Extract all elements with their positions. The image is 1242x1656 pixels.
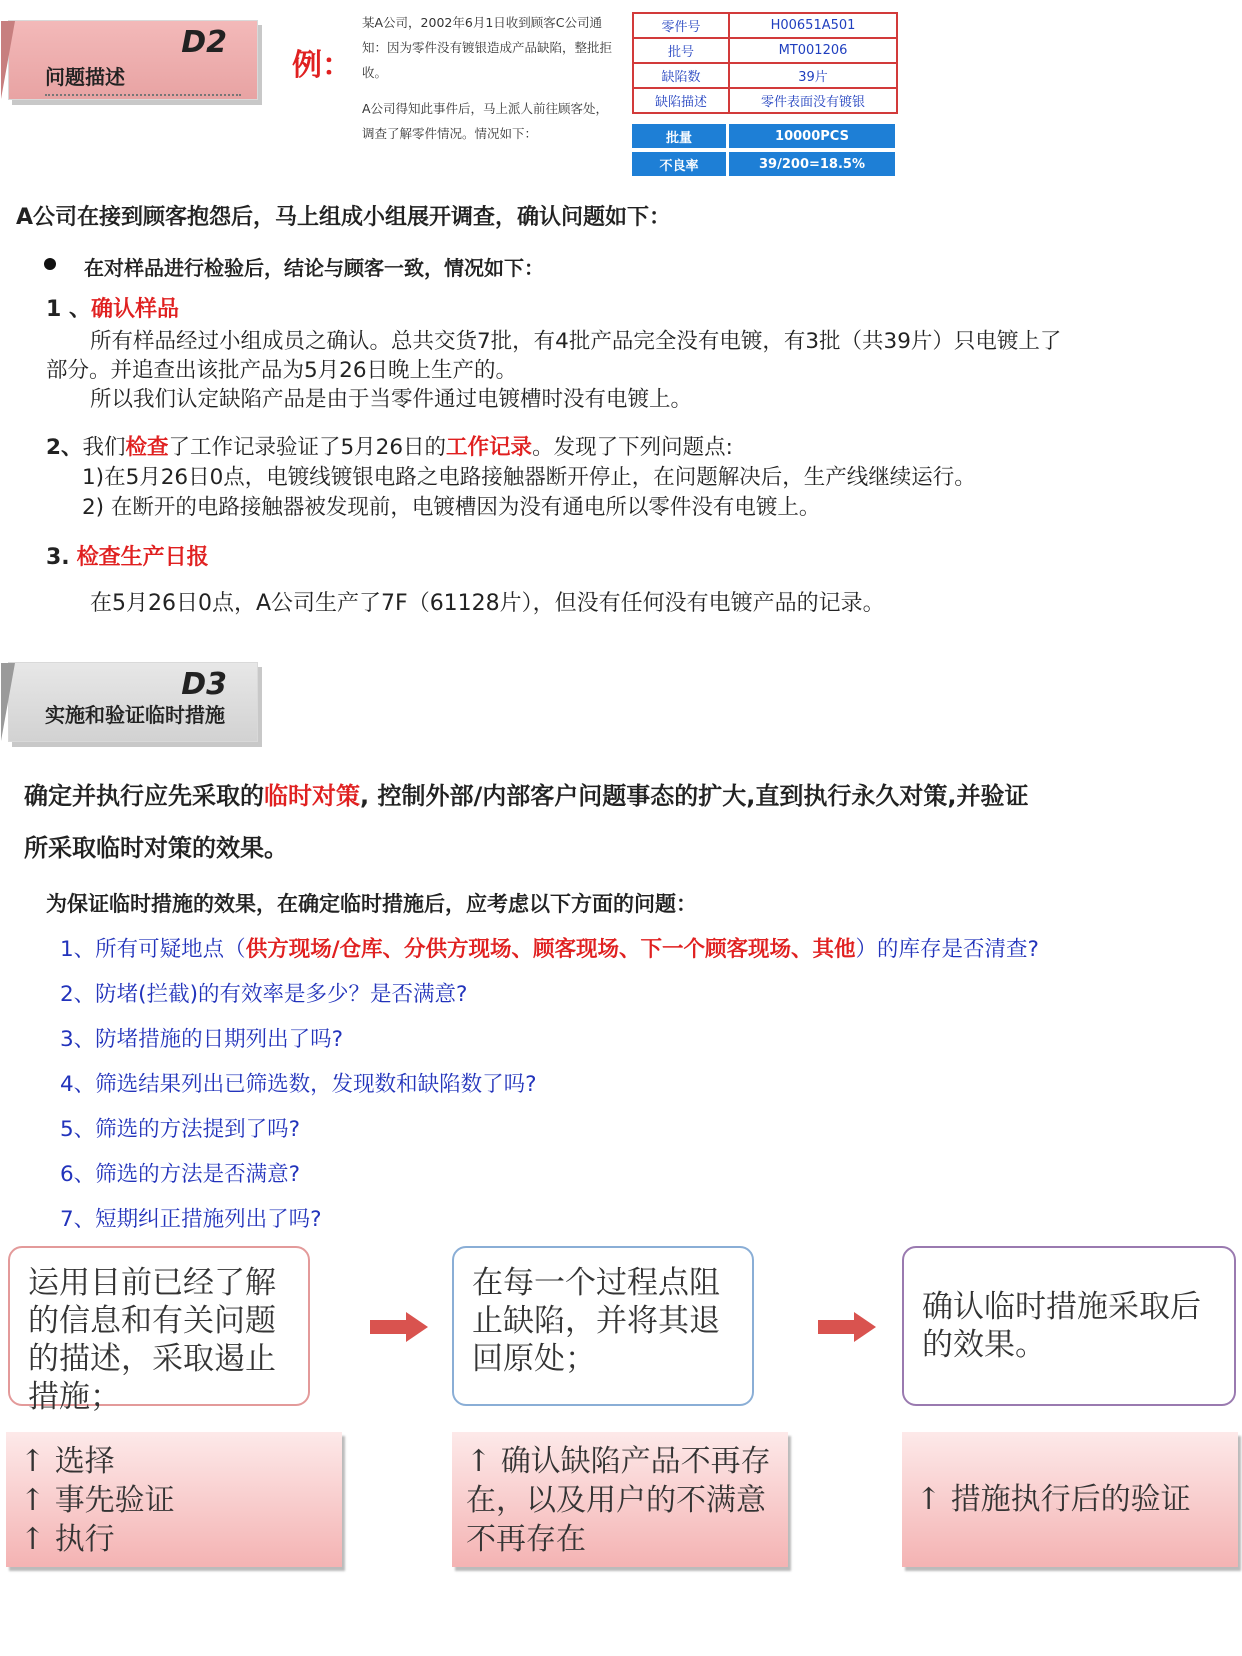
- d3-section-tab: [8, 662, 258, 742]
- d2-section-tab: [8, 20, 258, 100]
- table-cell: 批号: [633, 38, 729, 63]
- item-2-text: 我们: [82, 435, 126, 460]
- d2-code: D2: [181, 25, 227, 60]
- question-4: 4、筛选结果列出已筛选数，发现数和缺陷数了吗?: [60, 1072, 537, 1097]
- step-item: [20, 1520, 328, 1559]
- arrow-up-icon: ↑: [20, 1522, 55, 1557]
- item-2-highlight: 工作记录: [446, 435, 533, 460]
- question-6: 6、筛选的方法是否满意?: [60, 1162, 301, 1187]
- steps-box-1: [6, 1432, 342, 1567]
- table-row: [633, 88, 897, 113]
- item-2-line-1: 1)在5月26日0点，电镀线镀银电路之电路接触器断开停止，在问题解决后，生产线继续运行。: [82, 465, 976, 490]
- item-3-title: 检查生产日报: [76, 545, 209, 570]
- table-cell: 缺陷描述: [633, 88, 729, 113]
- arrow-up-icon: ↑: [20, 1483, 55, 1518]
- d3-heading-highlight: 临时对策: [264, 782, 360, 810]
- question-1: [60, 932, 1039, 963]
- flow-step-verify: 确认临时措施采取后的效果。: [902, 1246, 1236, 1406]
- table-cell: 10000PCS: [729, 124, 895, 148]
- question-7: 7、短期纠正措施列出了吗?: [60, 1207, 322, 1232]
- table-row: [632, 152, 895, 176]
- example-paragraph-1: 某A公司，2002年6月1日收到顾客C公司通知：因为零件没有镀银造成产品缺陷，整批拒收。: [362, 15, 613, 80]
- table-row: [633, 38, 897, 63]
- intro-text: A公司在接到顾客抱怨后，马上组成小组展开调查，确认问题如下：: [16, 205, 672, 230]
- table-cell: 零件表面没有镀银: [729, 88, 897, 113]
- item-2-line-2: 2) 在断开的电路接触器被发现前，电镀槽因为没有通电所以零件没有电镀上。: [82, 495, 821, 520]
- tab-fold: [1, 21, 15, 99]
- step-text: 执行: [54, 1522, 115, 1557]
- table-cell: H00651A501: [729, 13, 897, 38]
- step-item: [20, 1481, 328, 1520]
- d3-heading-line-2: 所采取临时对策的效果。: [24, 834, 288, 862]
- item-3-number: 3.: [46, 545, 70, 570]
- batch-info-table: [632, 120, 895, 180]
- item-1-line-1: 所有样品经过小组成员之确认。总共交货7批，有4批产品完全没有电镀，有3批（共39片）只电镀上了: [90, 329, 1062, 354]
- d3-subheading: 为保证临时措施的效果，在确定临时措施后，应考虑以下方面的问题：: [46, 892, 697, 916]
- d2-label: 问题描述: [45, 61, 241, 96]
- item-1-heading: [46, 292, 179, 323]
- table-row: [632, 124, 895, 148]
- step-text: 事先验证: [54, 1483, 175, 1518]
- bullet-dot: [44, 258, 56, 270]
- item-2-number: 2、: [46, 435, 83, 460]
- arrow-up-icon: ↑: [20, 1444, 55, 1479]
- step-text: 选择: [54, 1444, 115, 1479]
- step-text: 措施执行后的验证: [950, 1482, 1191, 1517]
- item-2-highlight: 检查: [125, 435, 169, 460]
- question-2: 2、防堵(拦截)的有效率是多少？是否满意?: [60, 982, 468, 1007]
- d3-code: D3: [181, 667, 227, 702]
- d3-label: 实施和验证临时措施: [45, 703, 225, 727]
- table-cell: 不良率: [632, 152, 729, 176]
- table-cell: 39/200=18.5%: [729, 152, 895, 176]
- table-cell: 批量: [632, 124, 729, 148]
- question-text: 1、所有可疑地点（: [60, 937, 246, 962]
- arrow-right-icon: [370, 1312, 428, 1342]
- item-1-line-3: 所以我们认定缺陷产品是由于当零件通过电镀槽时没有电镀上。: [90, 387, 693, 412]
- step-text: 确认缺陷产品不再存在，以及用户的不满意不再存在: [466, 1444, 771, 1557]
- steps-box-3: [902, 1432, 1238, 1567]
- flow-step-isolate: 在每一个过程点阻止缺陷，并将其退回原处；: [452, 1246, 754, 1406]
- table-cell: 缺陷数: [633, 63, 729, 88]
- item-1-number: 1 、: [46, 297, 91, 322]
- table-row: [633, 63, 897, 88]
- d3-heading-text: 确定并执行应先采取的: [24, 782, 264, 810]
- item-1-title: 确认样品: [90, 297, 179, 322]
- arrow-up-icon: ↑: [466, 1444, 501, 1479]
- arrow-right-icon: [818, 1312, 876, 1342]
- table-cell: 零件号: [633, 13, 729, 38]
- table-cell: MT001206: [729, 38, 897, 63]
- item-2-heading: [46, 430, 733, 461]
- example-mark: 例：: [292, 48, 352, 83]
- d3-heading-text: , 控制外部/内部客户问题事态的扩大,直到执行永久对策,并验证: [360, 782, 1029, 810]
- arrow-up-icon: ↑: [916, 1482, 951, 1517]
- question-5: 5、筛选的方法提到了吗?: [60, 1117, 301, 1142]
- steps-box-2: [452, 1432, 788, 1567]
- question-text: ）的库存是否清查?: [855, 937, 1039, 962]
- question-highlight: 供方现场/仓库、分供方现场、顾客现场、下一个顾客现场、其他: [245, 937, 856, 962]
- table-cell: 39片: [729, 63, 897, 88]
- question-3: 3、防堵措施的日期列出了吗?: [60, 1027, 344, 1052]
- tab-fold: [1, 663, 15, 741]
- flow-step-contain: 运用目前已经了解的信息和有关问题的描述，采取遏止措施；: [8, 1246, 310, 1406]
- bullet-text: 在对样品进行检验后，结论与顾客一致，情况如下：: [84, 256, 544, 280]
- step-item: [20, 1442, 328, 1481]
- item-3-heading: [46, 540, 209, 571]
- d3-heading: [24, 776, 1028, 811]
- table-row: [633, 13, 897, 38]
- example-paragraph-2: A公司得知此事件后，马上派人前往顾客处，调查了解零件情况。情况如下：: [362, 101, 609, 141]
- item-2-text: 。发现了下列问题点:: [532, 435, 733, 460]
- item-1-line-2: 部分。并追查出该批产品为5月26日晚上生产的。: [46, 358, 518, 383]
- item-3-line: 在5月26日0点，A公司生产了7F（61128片），但没有任何没有电镀产品的记录。: [90, 591, 885, 616]
- item-2-text: 了工作记录验证了5月26日的: [168, 435, 447, 460]
- part-info-table: [632, 12, 898, 114]
